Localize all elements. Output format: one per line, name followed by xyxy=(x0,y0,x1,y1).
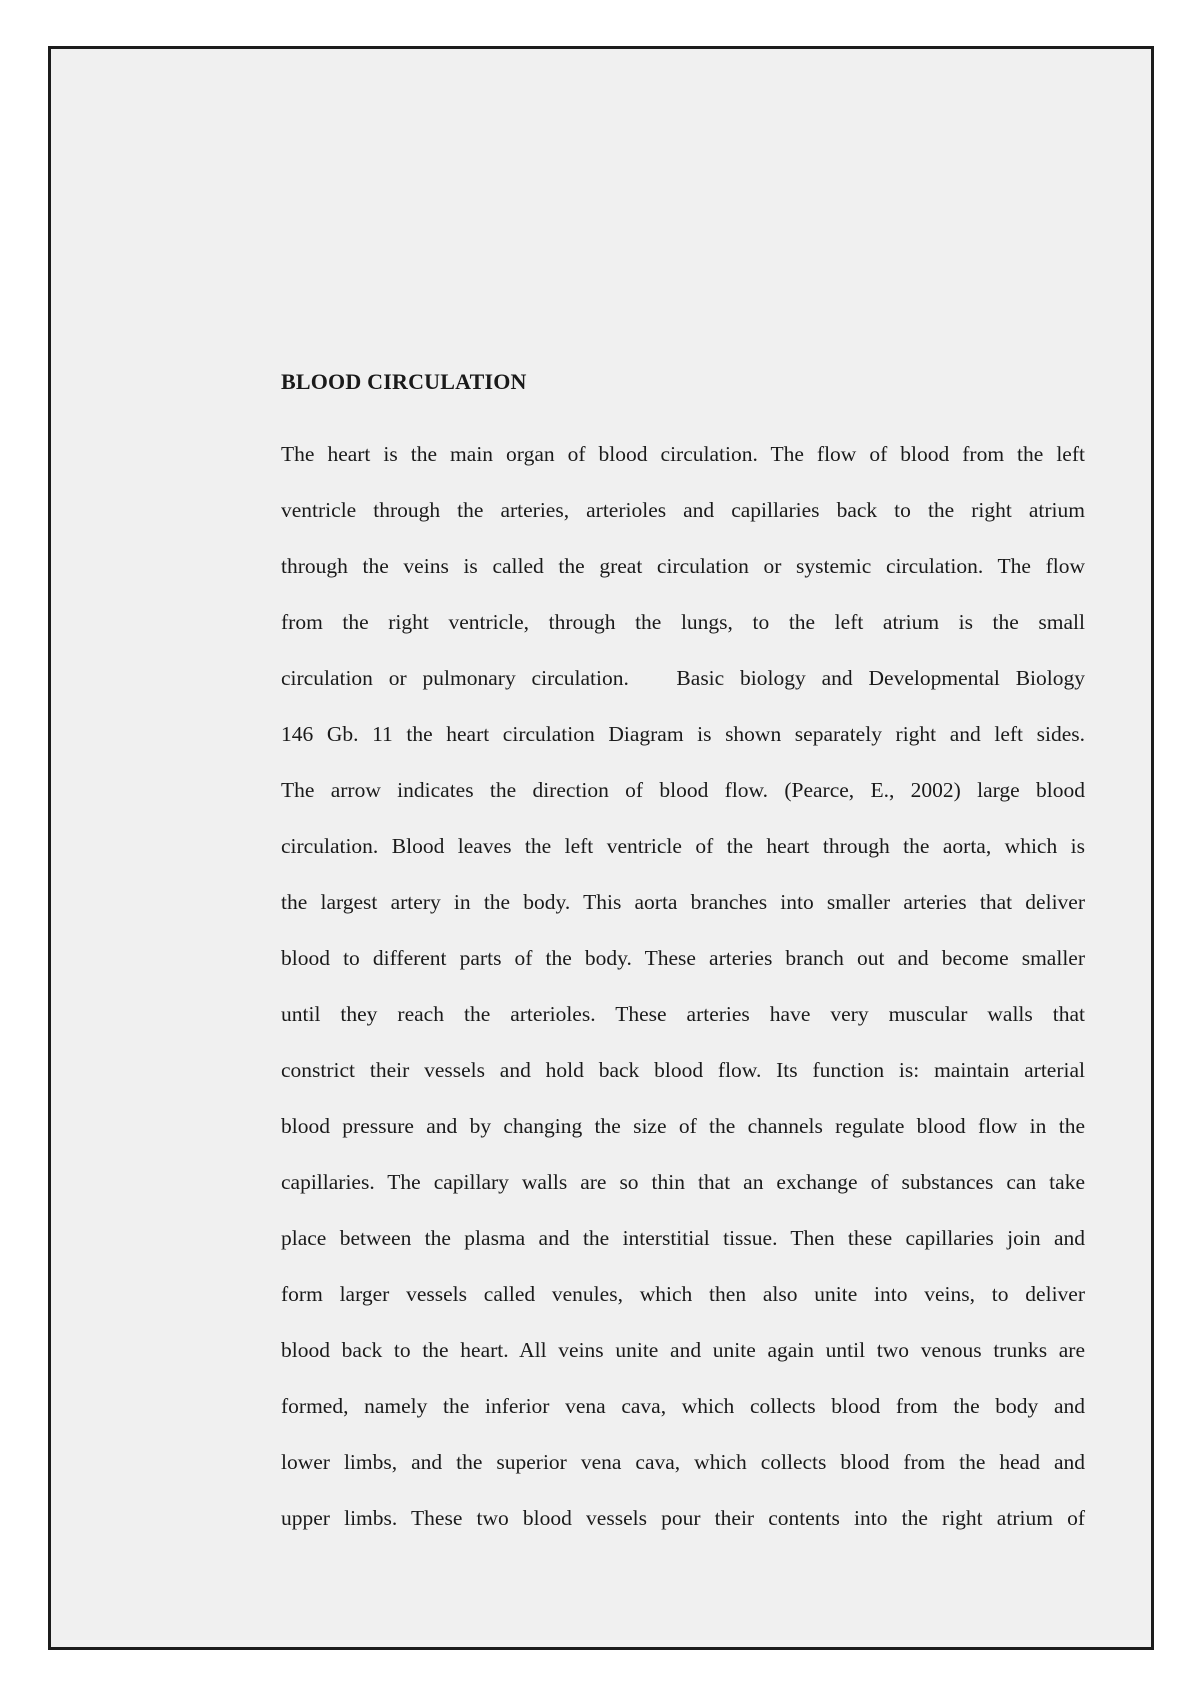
text-line: the largest artery in the body. This aorta branches into smaller arteries that deliver xyxy=(281,890,1085,914)
text-line: form larger vessels called venules, which then also unite into veins, to deliver xyxy=(281,1282,1085,1306)
text-line: upper limbs. These two blood vessels pour their contents into the right atrium of xyxy=(281,1506,1085,1530)
text-line: ventricle through the arteries, arterioles and capillaries back to the right atrium xyxy=(281,498,1085,522)
text-line: through the veins is called the great circulation or systemic circulation. The flow xyxy=(281,554,1085,578)
text-line: blood back to the heart. All veins unite and unite again until two venous trunks are xyxy=(281,1338,1085,1362)
text-line: blood pressure and by changing the size of the channels regulate blood flow in the xyxy=(281,1114,1085,1138)
page-frame xyxy=(48,46,1154,1650)
text-line: from the right ventricle, through the lungs, to the left atrium is the small xyxy=(281,610,1085,634)
text-line: The heart is the main organ of blood circulation. The flow of blood from the left xyxy=(281,442,1085,466)
text-line: circulation or pulmonary circulation. Basic biology and Developmental Biology xyxy=(281,666,1085,690)
text-line: blood to different parts of the body. These arteries branch out and become smaller xyxy=(281,946,1085,970)
text-line: capillaries. The capillary walls are so thin that an exchange of substances can take xyxy=(281,1170,1085,1194)
text-line: The arrow indicates the direction of blood flow. (Pearce, E., 2002) large blood xyxy=(281,778,1085,802)
document-title: BLOOD CIRCULATION xyxy=(281,369,527,394)
text-line: 146 Gb. 11 the heart circulation Diagram is shown separately right and left sides. xyxy=(281,722,1085,746)
text-line: circulation. Blood leaves the left ventricle of the heart through the aorta, which is xyxy=(281,834,1085,858)
text-line: lower limbs, and the superior vena cava, which collects blood from the head and xyxy=(281,1450,1085,1474)
text-line: formed, namely the inferior vena cava, which collects blood from the body and xyxy=(281,1394,1085,1418)
text-line: until they reach the arterioles. These arteries have very muscular walls that xyxy=(281,1002,1085,1026)
text-line: place between the plasma and the interstitial tissue. Then these capillaries join and xyxy=(281,1226,1085,1250)
text-line: constrict their vessels and hold back blood flow. Its function is: maintain arterial xyxy=(281,1058,1085,1082)
paragraph xyxy=(281,437,1085,1557)
document-body xyxy=(281,365,1085,1557)
